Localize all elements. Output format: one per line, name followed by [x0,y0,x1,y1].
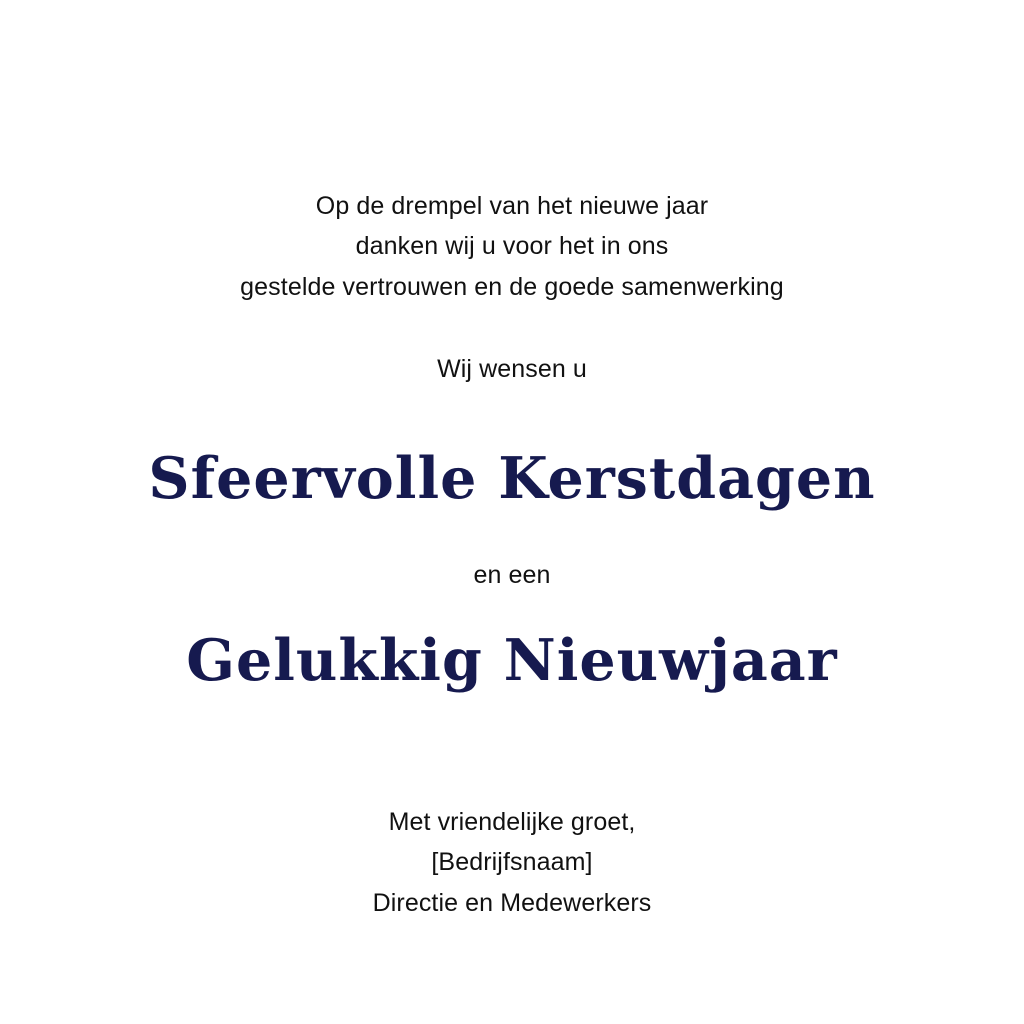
headline-new-year: Gelukkig Nieuwjaar [186,627,838,694]
wish-lead: Wij wensen u [437,355,587,383]
intro-line-1: Op de drempel van het nieuwe jaar [315,192,709,220]
closing-company: [Bedrijfsnaam] [431,848,593,876]
intro-line-2: danken wij u voor het in ons [355,232,669,260]
wish-connector: en een [473,561,551,589]
closing-team: Directie en Medewerkers [372,889,652,917]
closing-greeting: Met vriendelijke groet, [388,808,636,836]
intro-line-3: gestelde vertrouwen en de goede samenwerking [240,273,784,301]
headline-christmas: Sfeervolle Kerstdagen [148,445,876,512]
